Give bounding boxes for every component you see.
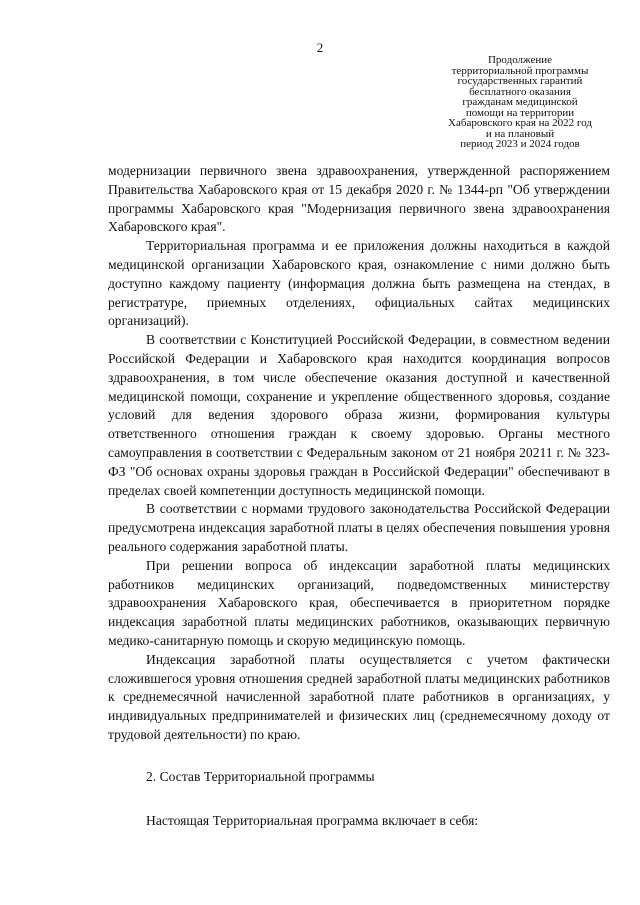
- paragraph-indexation-basis: Индексация заработной платы осуществляется с учетом фактически сложившегося уровня отношения средней заработной платы медицинских работников к среднемесячной начисленной заработной плате работников в организациях, у индивидуальных предпринимателей и физических лиц (среднемесячному доходу от трудовой деятельности) по краю.: [108, 651, 610, 742]
- document-body: [108, 162, 610, 745]
- header-note-line: Хабаровского края на 2022 год: [448, 117, 592, 129]
- header-note-line: гражданам медицинской: [462, 96, 578, 108]
- header-note-line: территориальной программы: [451, 64, 589, 77]
- header-note-line: Продолжение: [487, 54, 553, 66]
- header-note: [420, 55, 620, 150]
- header-note-line: бесплатного оказания: [469, 85, 571, 98]
- paragraph-labor-law: В соответствии с нормами трудового законодательства Российской Федерации предусмотрена индексация заработной платы в целях обеспечения повышения уровня реального содержания заработной платы.: [108, 501, 610, 554]
- header-note-line: период 2023 и 2024 годов: [460, 138, 580, 150]
- paragraph-constitution: В соответствии с Конституцией Российской Федерации, в совместном ведении Российской Федерации и Хабаровского края находится координация вопросов здравоохранения, в том числе обеспечение оказания доступной и качественной медицинской помощи, сохранение и укрепление общественного здоровья, создание условий для ведения здорового образа жизни, формирования культуры ответственного отношения граждан к своему здоровью. Органы местного самоуправления в соответствии с Федеральным законом от 21 ноября 20211 г. № 323-ФЗ "Об основах охраны здоровья граждан в Российской Федерации" обеспечивают в пределах своей компетенции доступность медицинской помощи.: [108, 332, 610, 498]
- paragraph-continuation: модернизации первичного звена здравоохранения, утвержденной распоряжением Правительства Хабаровского края от 15 декабря 2020 г. № 1344-рп "Об утверждении программы Хабаровского края "Модернизация первичного звена здравоохранения Хабаровского края".: [108, 163, 610, 235]
- header-note-line: государственных гарантий: [457, 75, 583, 87]
- header-note-line: помощи на территории: [465, 106, 575, 119]
- page-number: 2: [316, 40, 324, 55]
- section-heading: 2. Состав Территориальной программы: [146, 769, 375, 784]
- paragraph-availability: Территориальная программа и ее приложения должны находиться в каждой медицинской организации Хабаровского края, ознакомление с ними должно быть доступно каждому пациенту (информация должна быть размещена на стендах, в регистратуре, приемных отделениях, официальных сайтах медицинских организаций).: [108, 238, 610, 329]
- paragraph-program-contents: Настоящая Территориальная программа включает в себя:: [146, 813, 479, 828]
- header-note-line: и на плановый: [485, 127, 555, 140]
- paragraph-indexation-priority: При решении вопроса об индексации заработной платы медицинских работников медицинских организаций, подведомственных министерству здравоохранения Хабаровского края, обеспечивается в приоритетном порядке индексация заработной платы медицинских работников, оказывающих первичную медико-санитарную помощь и скорую медицинскую помощь.: [108, 557, 610, 648]
